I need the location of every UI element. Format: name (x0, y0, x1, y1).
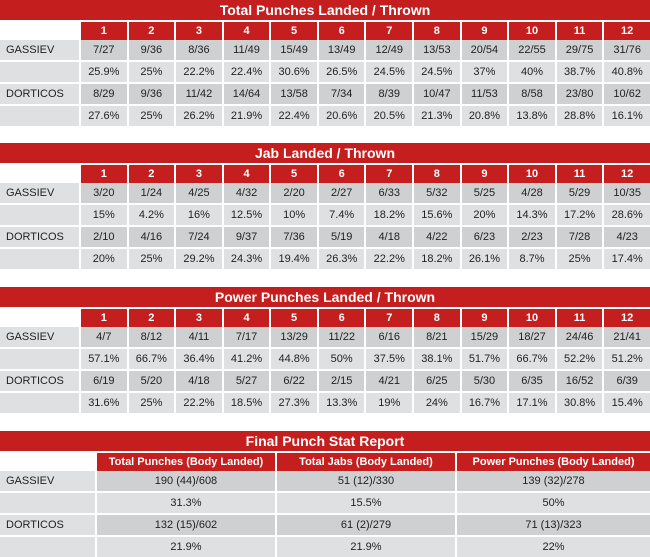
stat-cell: 7/36 (269, 225, 317, 247)
stat-cell: 8/58 (507, 82, 555, 104)
pct-cell: 20% (79, 247, 127, 269)
round-header: 12 (602, 163, 650, 183)
pct-cell: 22.2% (174, 391, 222, 413)
stat-cell: 5/32 (412, 183, 460, 203)
pct-cell: 28.6% (602, 203, 650, 225)
round-header: 2 (127, 307, 175, 327)
total-punches-table (0, 20, 650, 126)
stat-cell: 12/49 (364, 40, 412, 60)
round-header: 12 (602, 307, 650, 327)
stat-cell: 3/20 (79, 183, 127, 203)
round-header: 3 (174, 163, 222, 183)
pct-cell: 38.1% (412, 347, 460, 369)
pct-cell: 18.2% (412, 247, 460, 269)
round-header: 6 (317, 20, 365, 40)
fighter-name: DORTICOS (0, 513, 95, 535)
fighter-name: DORTICOS (0, 369, 79, 391)
pct-cell: 27.6% (79, 104, 127, 126)
final-fighter-row (0, 513, 650, 535)
pct-cell: 30.6% (269, 60, 317, 82)
stat-cell: 31/76 (602, 40, 650, 60)
pct-cell: 10% (269, 203, 317, 225)
pct-cell: 18.2% (364, 203, 412, 225)
stat-cell: 4/7 (79, 327, 127, 347)
pct-cell: 25% (127, 247, 175, 269)
stat-cell: 4/11 (174, 327, 222, 347)
round-header-row (0, 307, 650, 327)
fighter-name: GASSIEV (0, 183, 79, 203)
pct-cell: 16.1% (602, 104, 650, 126)
fighter-pct-row (0, 104, 650, 126)
stat-cell: 8/29 (79, 82, 127, 104)
stat-cell: 4/23 (602, 225, 650, 247)
fighter-row (0, 183, 650, 203)
stat-cell: 4/16 (127, 225, 175, 247)
pct-cell: 41.2% (222, 347, 270, 369)
stat-cell: 6/22 (269, 369, 317, 391)
stat-cell: 6/33 (364, 183, 412, 203)
stat-cell: 11/22 (317, 327, 365, 347)
final-value: 71 (13)/323 (455, 513, 650, 535)
final-pct: 31.3% (95, 491, 275, 513)
pct-cell: 28.8% (555, 104, 603, 126)
stat-cell: 8/36 (174, 40, 222, 60)
pct-cell: 26.1% (460, 247, 508, 269)
pct-cell: 44.8% (269, 347, 317, 369)
pct-cell: 15% (79, 203, 127, 225)
pct-cell: 17.2% (555, 203, 603, 225)
round-header: 3 (174, 307, 222, 327)
stat-cell: 29/75 (555, 40, 603, 60)
stat-cell: 15/29 (460, 327, 508, 347)
round-header: 1 (79, 20, 127, 40)
stat-cell: 9/37 (222, 225, 270, 247)
round-header: 8 (412, 20, 460, 40)
stat-cell: 4/18 (174, 369, 222, 391)
round-header: 1 (79, 163, 127, 183)
pct-cell: 51.2% (602, 347, 650, 369)
stat-cell: 5/27 (222, 369, 270, 391)
pct-cell: 15.4% (602, 391, 650, 413)
pct-cell: 13.3% (317, 391, 365, 413)
fighter-row (0, 225, 650, 247)
pct-cell: 8.7% (507, 247, 555, 269)
pct-cell: 20.8% (460, 104, 508, 126)
final-header: Total Jabs (Body Landed) (275, 451, 455, 471)
stat-cell: 10/47 (412, 82, 460, 104)
jab-table (0, 163, 650, 269)
power-punches-table (0, 307, 650, 413)
fighter-pct-row (0, 391, 650, 413)
round-header: 10 (507, 20, 555, 40)
round-header: 4 (222, 307, 270, 327)
round-header: 7 (364, 163, 412, 183)
stat-cell: 1/24 (127, 183, 175, 203)
round-header: 10 (507, 163, 555, 183)
name-spacer (0, 535, 95, 557)
pct-cell: 4.2% (127, 203, 175, 225)
stat-cell: 6/39 (602, 369, 650, 391)
final-pct-row (0, 535, 650, 557)
round-header: 6 (317, 307, 365, 327)
pct-cell: 25% (555, 247, 603, 269)
pct-cell: 22.4% (269, 104, 317, 126)
stat-cell: 6/25 (412, 369, 460, 391)
pct-cell: 38.7% (555, 60, 603, 82)
pct-cell: 52.2% (555, 347, 603, 369)
name-spacer (0, 104, 79, 126)
pct-cell: 25.9% (79, 60, 127, 82)
stat-cell: 9/36 (127, 40, 175, 60)
stat-cell: 4/32 (222, 183, 270, 203)
round-header: 11 (555, 20, 603, 40)
pct-cell: 18.5% (222, 391, 270, 413)
round-header: 4 (222, 163, 270, 183)
stat-cell: 8/12 (127, 327, 175, 347)
stat-cell: 5/30 (460, 369, 508, 391)
final-header-row (0, 451, 650, 471)
pct-cell: 24% (412, 391, 460, 413)
stat-cell: 4/21 (364, 369, 412, 391)
pct-cell: 24.3% (222, 247, 270, 269)
round-header: 4 (222, 20, 270, 40)
final-pct: 21.9% (95, 535, 275, 557)
stat-cell: 21/41 (602, 327, 650, 347)
pct-cell: 24.5% (412, 60, 460, 82)
stat-cell: 11/53 (460, 82, 508, 104)
total-punches-section (0, 0, 650, 126)
pct-cell: 7.4% (317, 203, 365, 225)
pct-cell: 29.2% (174, 247, 222, 269)
round-header: 12 (602, 20, 650, 40)
pct-cell: 31.6% (79, 391, 127, 413)
header-blank (0, 163, 79, 183)
pct-cell: 26.2% (174, 104, 222, 126)
stat-cell: 4/28 (507, 183, 555, 203)
final-report-table (0, 451, 650, 557)
pct-cell: 16% (174, 203, 222, 225)
stat-cell: 2/27 (317, 183, 365, 203)
round-header: 9 (460, 307, 508, 327)
pct-cell: 66.7% (127, 347, 175, 369)
stat-cell: 18/27 (507, 327, 555, 347)
stat-cell: 14/64 (222, 82, 270, 104)
pct-cell: 22.2% (174, 60, 222, 82)
fighter-name: GASSIEV (0, 471, 95, 491)
pct-cell: 27.3% (269, 391, 317, 413)
stat-cell: 10/62 (602, 82, 650, 104)
pct-cell: 51.7% (460, 347, 508, 369)
pct-cell: 57.1% (79, 347, 127, 369)
stat-cell: 13/58 (269, 82, 317, 104)
pct-cell: 25% (127, 60, 175, 82)
fighter-pct-row (0, 347, 650, 369)
stat-cell: 13/49 (317, 40, 365, 60)
stat-cell: 4/25 (174, 183, 222, 203)
final-header: Power Punches (Body Landed) (455, 451, 650, 471)
name-spacer (0, 60, 79, 82)
round-header-row (0, 20, 650, 40)
pct-cell: 19% (364, 391, 412, 413)
pct-cell: 22.2% (364, 247, 412, 269)
stat-cell: 8/39 (364, 82, 412, 104)
round-header: 8 (412, 307, 460, 327)
pct-cell: 25% (127, 391, 175, 413)
stat-cell: 24/46 (555, 327, 603, 347)
round-header: 5 (269, 163, 317, 183)
stat-cell: 11/42 (174, 82, 222, 104)
name-spacer (0, 247, 79, 269)
stat-cell: 13/29 (269, 327, 317, 347)
fighter-pct-row (0, 203, 650, 225)
stat-cell: 10/35 (602, 183, 650, 203)
header-blank (0, 20, 79, 40)
final-pct: 50% (455, 491, 650, 513)
round-header: 1 (79, 307, 127, 327)
pct-cell: 66.7% (507, 347, 555, 369)
pct-cell: 17.1% (507, 391, 555, 413)
round-header: 2 (127, 163, 175, 183)
jab-section (0, 143, 650, 269)
stat-cell: 20/54 (460, 40, 508, 60)
round-header: 11 (555, 307, 603, 327)
stat-cell: 22/55 (507, 40, 555, 60)
final-pct: 21.9% (275, 535, 455, 557)
final-value: 190 (44)/608 (95, 471, 275, 491)
round-header: 9 (460, 20, 508, 40)
name-spacer (0, 491, 95, 513)
stat-cell: 5/20 (127, 369, 175, 391)
name-spacer (0, 203, 79, 225)
pct-cell: 30.8% (555, 391, 603, 413)
round-header: 3 (174, 20, 222, 40)
section-title: Total Punches Landed / Thrown (0, 0, 650, 20)
pct-cell: 22.4% (222, 60, 270, 82)
pct-cell: 37.5% (364, 347, 412, 369)
fighter-name: DORTICOS (0, 225, 79, 247)
fighter-row (0, 369, 650, 391)
fighter-pct-row (0, 60, 650, 82)
round-header: 7 (364, 307, 412, 327)
stat-cell: 2/15 (317, 369, 365, 391)
stat-cell: 4/22 (412, 225, 460, 247)
final-pct-row (0, 491, 650, 513)
fighter-row (0, 40, 650, 60)
fighter-name: GASSIEV (0, 327, 79, 347)
pct-cell: 25% (127, 104, 175, 126)
final-value: 61 (2)/279 (275, 513, 455, 535)
round-header-row (0, 163, 650, 183)
final-value: 51 (12)/330 (275, 471, 455, 491)
section-title: Final Punch Stat Report (0, 431, 650, 451)
pct-cell: 15.6% (412, 203, 460, 225)
section-title: Jab Landed / Thrown (0, 143, 650, 163)
stat-cell: 23/80 (555, 82, 603, 104)
name-spacer (0, 391, 79, 413)
header-blank (0, 307, 79, 327)
section-title: Power Punches Landed / Thrown (0, 287, 650, 307)
fighter-name: GASSIEV (0, 40, 79, 60)
stat-cell: 2/23 (507, 225, 555, 247)
fighter-row (0, 82, 650, 104)
fighter-row (0, 327, 650, 347)
round-header: 6 (317, 163, 365, 183)
final-value: 132 (15)/602 (95, 513, 275, 535)
pct-cell: 26.3% (317, 247, 365, 269)
round-header: 8 (412, 163, 460, 183)
round-header: 2 (127, 20, 175, 40)
round-header: 11 (555, 163, 603, 183)
stat-cell: 7/28 (555, 225, 603, 247)
stat-cell: 2/20 (269, 183, 317, 203)
fighter-pct-row (0, 247, 650, 269)
stat-cell: 11/49 (222, 40, 270, 60)
pct-cell: 20.6% (317, 104, 365, 126)
stat-cell: 6/16 (364, 327, 412, 347)
stat-cell: 16/52 (555, 369, 603, 391)
stat-cell: 7/24 (174, 225, 222, 247)
pct-cell: 36.4% (174, 347, 222, 369)
final-fighter-row (0, 471, 650, 491)
stat-cell: 13/53 (412, 40, 460, 60)
round-header: 9 (460, 163, 508, 183)
stat-cell: 7/34 (317, 82, 365, 104)
pct-cell: 37% (460, 60, 508, 82)
fighter-name: DORTICOS (0, 82, 79, 104)
stat-cell: 15/49 (269, 40, 317, 60)
stat-cell: 8/21 (412, 327, 460, 347)
stat-cell: 4/18 (364, 225, 412, 247)
pct-cell: 20.5% (364, 104, 412, 126)
final-value: 139 (32)/278 (455, 471, 650, 491)
final-header: Total Punches (Body Landed) (95, 451, 275, 471)
pct-cell: 24.5% (364, 60, 412, 82)
final-report-section (0, 431, 650, 557)
stat-cell: 5/25 (460, 183, 508, 203)
pct-cell: 40.8% (602, 60, 650, 82)
pct-cell: 16.7% (460, 391, 508, 413)
stat-cell: 9/36 (127, 82, 175, 104)
round-header: 5 (269, 307, 317, 327)
round-header: 10 (507, 307, 555, 327)
stat-cell: 7/27 (79, 40, 127, 60)
pct-cell: 50% (317, 347, 365, 369)
final-pct: 15.5% (275, 491, 455, 513)
stat-cell: 6/19 (79, 369, 127, 391)
stat-cell: 6/23 (460, 225, 508, 247)
round-header: 5 (269, 20, 317, 40)
pct-cell: 17.4% (602, 247, 650, 269)
stat-cell: 5/29 (555, 183, 603, 203)
stat-cell: 2/10 (79, 225, 127, 247)
pct-cell: 20% (460, 203, 508, 225)
pct-cell: 12.5% (222, 203, 270, 225)
pct-cell: 40% (507, 60, 555, 82)
header-blank (0, 451, 95, 471)
power-punches-section (0, 287, 650, 413)
pct-cell: 19.4% (269, 247, 317, 269)
pct-cell: 21.9% (222, 104, 270, 126)
final-pct: 22% (455, 535, 650, 557)
stat-cell: 5/19 (317, 225, 365, 247)
stat-cell: 6/35 (507, 369, 555, 391)
stat-cell: 7/17 (222, 327, 270, 347)
pct-cell: 21.3% (412, 104, 460, 126)
pct-cell: 14.3% (507, 203, 555, 225)
name-spacer (0, 347, 79, 369)
pct-cell: 26.5% (317, 60, 365, 82)
pct-cell: 13.8% (507, 104, 555, 126)
round-header: 7 (364, 20, 412, 40)
